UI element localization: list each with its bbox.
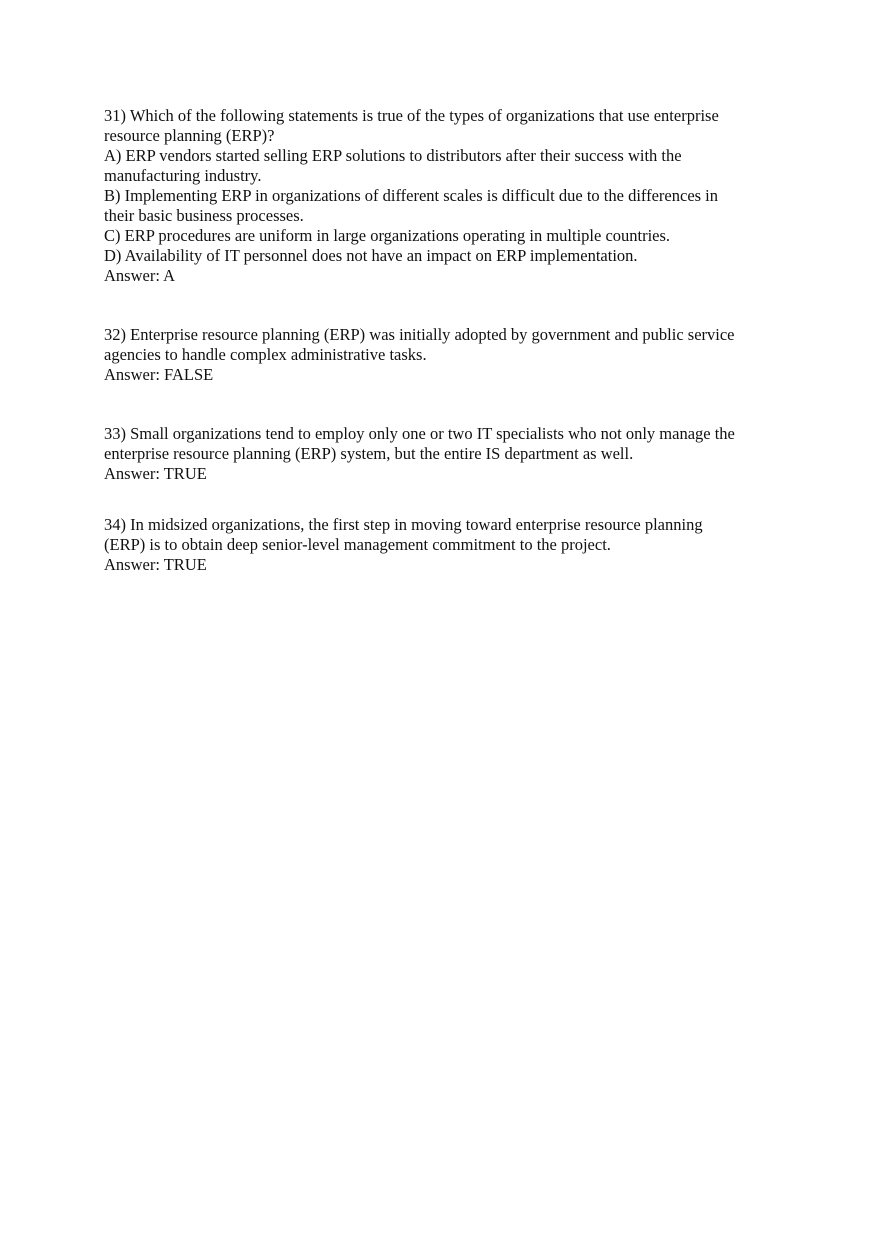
question-text: resource planning (ERP)? xyxy=(104,126,275,145)
answer: Answer: FALSE xyxy=(104,365,214,384)
question-text: agencies to handle complex administrative tasks. xyxy=(104,345,427,364)
option-c: C) ERP procedures are uniform in large organizations operating in multiple countries. xyxy=(104,226,671,245)
question-text: 31) Which of the following statements is true of the types of organizations that use enterprise xyxy=(104,106,719,125)
question-32 xyxy=(104,325,735,385)
option-a: manufacturing industry. xyxy=(104,166,262,185)
question-34 xyxy=(104,515,703,575)
answer: Answer: TRUE xyxy=(104,555,207,574)
answer: Answer: TRUE xyxy=(104,464,207,483)
question-text: 34) In midsized organizations, the first step in moving toward enterprise resource planning xyxy=(104,515,703,534)
option-a: A) ERP vendors started selling ERP solutions to distributors after their success with the xyxy=(104,146,682,165)
question-31 xyxy=(104,106,719,286)
question-text: 33) Small organizations tend to employ only one or two IT specialists who not only manage the xyxy=(104,424,735,443)
option-b: their basic business processes. xyxy=(104,206,304,225)
answer: Answer: A xyxy=(104,266,176,285)
question-text: 32) Enterprise resource planning (ERP) was initially adopted by government and public service xyxy=(104,325,735,344)
option-d: D) Availability of IT personnel does not have an impact on ERP implementation. xyxy=(104,246,638,265)
question-text: (ERP) is to obtain deep senior-level management commitment to the project. xyxy=(104,535,611,554)
question-33 xyxy=(104,424,735,484)
question-text: enterprise resource planning (ERP) system, but the entire IS department as well. xyxy=(104,444,634,463)
option-b: B) Implementing ERP in organizations of different scales is difficult due to the differences in xyxy=(104,186,719,205)
